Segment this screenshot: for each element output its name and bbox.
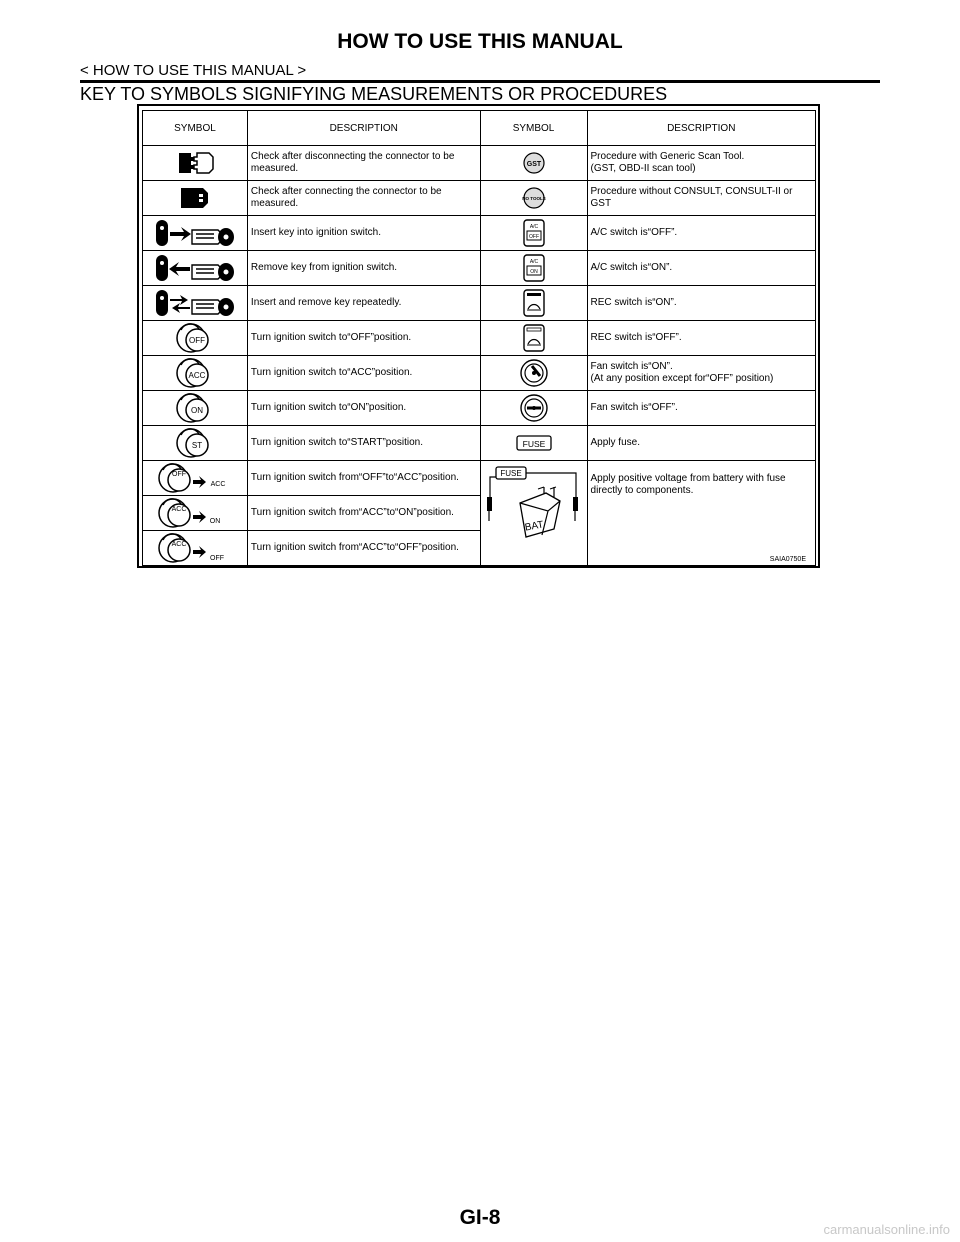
description: Apply fuse. xyxy=(587,426,815,461)
battery-fuse-icon xyxy=(480,461,587,566)
header-description-left: DESCRIPTION xyxy=(247,111,480,146)
svg-text:ST: ST xyxy=(191,441,203,450)
description: Turn ignition switch to“ACC”position. xyxy=(247,356,480,391)
description: Turn ignition switch from“OFF”to“ACC”position. xyxy=(247,461,480,496)
svg-text:ACC: ACC xyxy=(171,506,187,513)
description: REC switch is“ON”. xyxy=(587,286,815,321)
table-row xyxy=(143,251,816,286)
description: Turn ignition switch to“START”position. xyxy=(247,426,480,461)
fan-switch-off-icon xyxy=(480,391,587,426)
description: Procedure without CONSULT, CONSULT-II or GST xyxy=(587,181,815,216)
figure-id: SAIA0750E xyxy=(769,556,806,563)
page-title: HOW TO USE THIS MANUAL xyxy=(337,30,623,53)
svg-text:ACC: ACC xyxy=(188,371,206,380)
description: Procedure with Generic Scan Tool. (GST, OBD-II scan tool) xyxy=(587,146,815,181)
fuse-icon xyxy=(480,426,587,461)
gst-scan-tool-icon xyxy=(480,146,587,181)
svg-text:A/C: A/C xyxy=(529,259,538,265)
table-row xyxy=(143,321,816,356)
ignition-off-icon xyxy=(143,321,248,356)
symbols-table xyxy=(142,110,816,566)
rec-switch-on-icon xyxy=(480,286,587,321)
table-row xyxy=(143,181,816,216)
ignition-on-icon xyxy=(143,391,248,426)
description: Insert and remove key repeatedly. xyxy=(247,286,480,321)
table-row xyxy=(143,146,816,181)
svg-text:FUSE: FUSE xyxy=(522,439,545,449)
ignition-off-to-acc-icon xyxy=(143,461,248,496)
description: Turn ignition switch to“OFF”position. xyxy=(247,321,480,356)
ac-switch-off-icon xyxy=(480,216,587,251)
ac-switch-on-icon xyxy=(480,251,587,286)
page-number: GI-8 xyxy=(459,1206,501,1229)
description: Turn ignition switch from“ACC”to“ON”position. xyxy=(247,496,480,531)
svg-text:BAT: BAT xyxy=(523,519,544,534)
description: Check after connecting the connector to be measured. xyxy=(247,181,480,216)
header-description-right: DESCRIPTION xyxy=(587,111,815,146)
svg-text:OFF: OFF xyxy=(188,336,205,345)
table-row xyxy=(143,356,816,391)
rec-switch-off-icon xyxy=(480,321,587,356)
svg-text:ACC: ACC xyxy=(210,481,226,488)
description: Turn ignition switch to“ON”position. xyxy=(247,391,480,426)
ignition-acc-to-on-icon xyxy=(143,496,248,531)
section-title: KEY TO SYMBOLS SIGNIFYING MEASUREMENTS OR PROCEDURES xyxy=(80,84,668,104)
table-row xyxy=(143,391,816,426)
battery-description: Apply positive voltage from battery with fuse directly to components. xyxy=(587,461,815,566)
no-tools-icon xyxy=(480,181,587,216)
description: REC switch is“OFF”. xyxy=(587,321,815,356)
header-symbol-left: SYMBOL xyxy=(143,111,248,146)
header-rule xyxy=(80,80,880,83)
svg-text:ON: ON xyxy=(190,406,203,415)
table-row xyxy=(143,461,816,496)
connected-connector-icon xyxy=(143,181,248,216)
watermark: carmanualsonline.info xyxy=(823,1222,950,1237)
svg-text:ON: ON xyxy=(529,269,538,275)
header-symbol-right: SYMBOL xyxy=(480,111,587,146)
description: Remove key from ignition switch. xyxy=(247,251,480,286)
description: A/C switch is“ON”. xyxy=(587,251,815,286)
table-row xyxy=(143,426,816,461)
svg-text:OFF: OFF xyxy=(209,555,224,562)
description: Check after disconnecting the connector to be measured. xyxy=(247,146,480,181)
svg-text:ON: ON xyxy=(209,518,221,525)
svg-text:GST: GST xyxy=(526,161,541,168)
table-row xyxy=(143,216,816,251)
svg-text:A/C: A/C xyxy=(529,224,538,230)
breadcrumb: < HOW TO USE THIS MANUAL > xyxy=(80,62,307,79)
insert-remove-key-icon xyxy=(143,286,248,321)
ignition-acc-icon xyxy=(143,356,248,391)
svg-text:OFF: OFF xyxy=(528,234,539,240)
table-header-row xyxy=(143,111,816,146)
description: Turn ignition switch from“ACC”to“OFF”position. xyxy=(247,531,480,566)
svg-text:OFF: OFF xyxy=(171,471,186,478)
symbols-figure xyxy=(137,104,820,568)
table-row xyxy=(143,286,816,321)
description: A/C switch is“OFF”. xyxy=(587,216,815,251)
description: Fan switch is“ON”. (At any position except for“OFF” position) xyxy=(587,356,815,391)
fan-switch-on-icon xyxy=(480,356,587,391)
ignition-acc-to-off-icon xyxy=(143,531,248,566)
description: Insert key into ignition switch. xyxy=(247,216,480,251)
svg-text:NO TOOLS: NO TOOLS xyxy=(521,196,546,201)
ignition-start-icon xyxy=(143,426,248,461)
disconnected-connector-icon xyxy=(143,146,248,181)
insert-key-icon xyxy=(143,216,248,251)
remove-key-icon xyxy=(143,251,248,286)
svg-text:FUSE: FUSE xyxy=(499,469,522,478)
description: Fan switch is“OFF”. xyxy=(587,391,815,426)
svg-text:ACC: ACC xyxy=(171,541,187,548)
